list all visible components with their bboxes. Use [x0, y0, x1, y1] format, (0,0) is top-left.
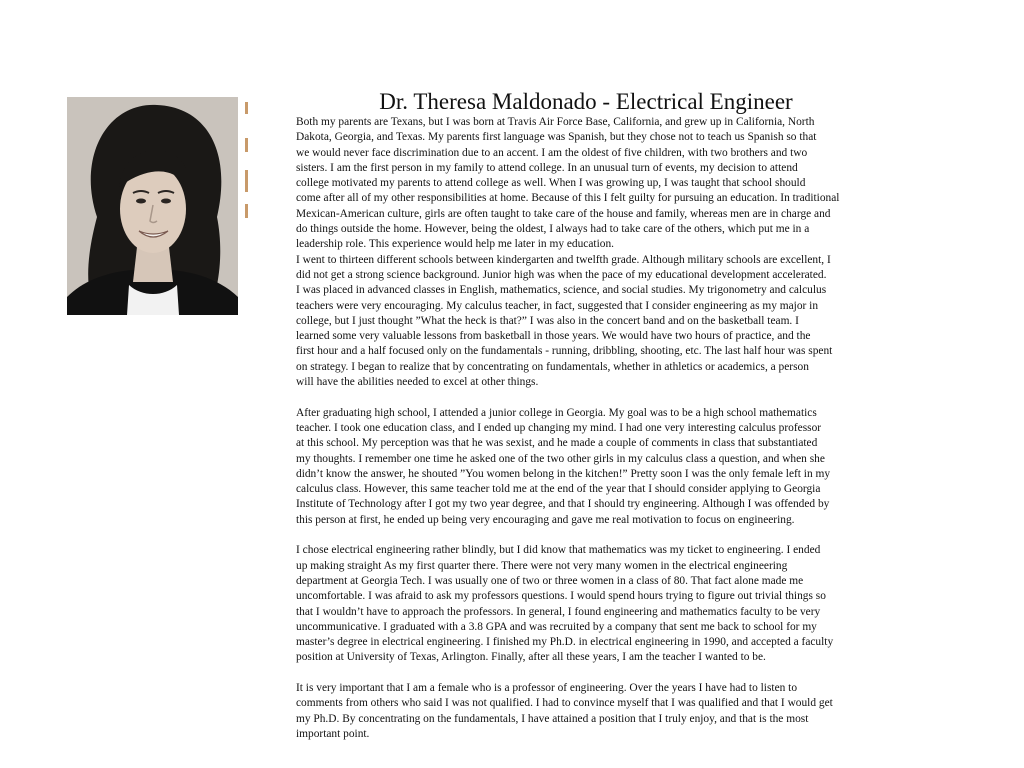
text-line: that I wouldn’t have to approach the professors. In general, I found engineering and mathematics faculty to be very: [296, 605, 821, 618]
biography-text: [296, 115, 908, 742]
text-line: we would never face discrimination due to an accent. I am the oldest of five children, with two brothers and two: [296, 146, 808, 159]
text-line: college, but I just thought ”What the heck is that?” I was also in the concert band and on the basketball team. I: [296, 314, 799, 327]
paragraph: [296, 543, 908, 665]
text-line: Institute of Technology after I got my two year degree, and that I should try engineering. Although I was offended by: [296, 498, 830, 511]
text-line: department at Georgia Tech. I was usually one of two or three women in a class of 80. That fact alone made me: [296, 574, 804, 587]
text-line: I was placed in advanced classes in English, mathematics, science, and social studies. My trigonometry and calculus: [296, 284, 827, 297]
paragraph: [296, 253, 908, 391]
text-line: did not get a strong science background. Junior high was when the pace of my educational development accelerated.: [296, 268, 827, 281]
paragraph-gap: [296, 390, 908, 405]
paragraph: [296, 681, 908, 742]
paragraph-gap: [296, 528, 908, 543]
text-line: learned some very valuable lessons from basketball in those years. We would have two hours of practice, and the: [296, 330, 811, 343]
text-line: teachers were very encouraging. My calculus teacher, in fact, suggested that I consider engineering as my major in: [296, 299, 819, 312]
edge-artifacts: [245, 100, 251, 230]
text-line: first hour and a half focused only on the fundamentals - running, dribbling, shooting, etc. The last half hour was spent: [296, 345, 833, 358]
text-line: on strategy. I began to realize that by concentrating on fundamentals, whether in athletics or academics, a person: [296, 360, 809, 373]
paragraph: [296, 115, 908, 253]
portrait-photo: [67, 97, 238, 315]
text-line: sisters. I am the first person in my family to attend college. In an unusual turn of events, my decision to attend: [296, 161, 798, 174]
text-line: come after all of my other responsibilities at home. Because of this I felt guilty for pursuing an education. In traditional: [296, 192, 840, 205]
text-line: I chose electrical engineering rather blindly, but I did know that mathematics was my ticket to engineering. I ended: [296, 544, 821, 557]
text-line: my thoughts. I remember one time he asked one of the two other girls in my calculus class a question, and when she: [296, 452, 825, 465]
text-line: Mexican-American culture, girls are often taught to take care of the house and family, whereas men are in charge and: [296, 207, 831, 220]
text-line: leadership role. This experience would help me later in my education.: [296, 238, 614, 251]
text-line: master’s degree in electrical engineering. I finished my Ph.D. in electrical engineering in 1990, and accepted a faculty: [296, 636, 834, 649]
portrait-illustration: [67, 97, 238, 315]
text-line: position at University of Texas, Arlington. Finally, after all these years, I am the teacher I wanted to be.: [296, 651, 766, 664]
text-line: do things outside the home. However, being the oldest, I always had to take care of the others, which put me in a: [296, 223, 810, 236]
text-line: Dakota, Georgia, and Texas. My parents first language was Spanish, but they chose not to teach us Spanish so that: [296, 131, 817, 144]
paragraph: [296, 406, 908, 528]
page-title: Dr. Theresa Maldonado - Electrical Engineer: [379, 89, 793, 114]
text-line: uncomfortable. I was afraid to ask my professors questions. I would spend hours trying to figure out trivial things so: [296, 590, 826, 603]
text-line: After graduating high school, I attended a junior college in Georgia. My goal was to be a high school mathematics: [296, 406, 817, 419]
text-line: will have the abilities needed to excel at other things.: [296, 376, 539, 389]
text-line: Both my parents are Texans, but I was born at Travis Air Force Base, California, and grew up in California, North: [296, 116, 815, 128]
text-line: calculus class. However, this same teacher told me at the end of the year that I should consider applying to Georgia: [296, 483, 821, 496]
text-line: didn’t know the answer, he shouted ”You women belong in the kitchen!” Pretty soon I was the only female left in my: [296, 467, 831, 480]
text-line: my Ph.D. By concentrating on the fundamentals, I have attained a position that I truly enjoy, and that is the most: [296, 712, 809, 725]
text-line: important point.: [296, 727, 370, 740]
text-line: I went to thirteen different schools between kindergarten and twelfth grade. Although military schools are excellent, I: [296, 253, 831, 266]
text-line: comments from others who said I was not qualified. I had to convince myself that I was qualified and that I would get: [296, 697, 833, 710]
paragraph-gap: [296, 666, 908, 681]
text-line: at this school. My perception was that he was sexist, and he made a couple of comments in class that substantiated: [296, 437, 818, 450]
text-line: college motivated my parents to attend college as well. When I was growing up, I was taught that school should: [296, 177, 806, 190]
text-line: this person at first, he ended up being very encouraging and gave me real motivation to focus on engineering.: [296, 513, 795, 526]
text-line: teacher. I took one education class, and I ended up changing my mind. I had one very interesting calculus professor: [296, 421, 822, 434]
text-line: uncommunicative. I graduated with a 3.8 GPA and was recruited by a company that sent me back to school for my: [296, 620, 817, 633]
text-line: It is very important that I am a female who is a professor of engineering. Over the years I have had to listen to: [296, 681, 798, 694]
text-line: up making straight As my first quarter there. There were not very many women in the electrical engineering: [296, 559, 788, 572]
